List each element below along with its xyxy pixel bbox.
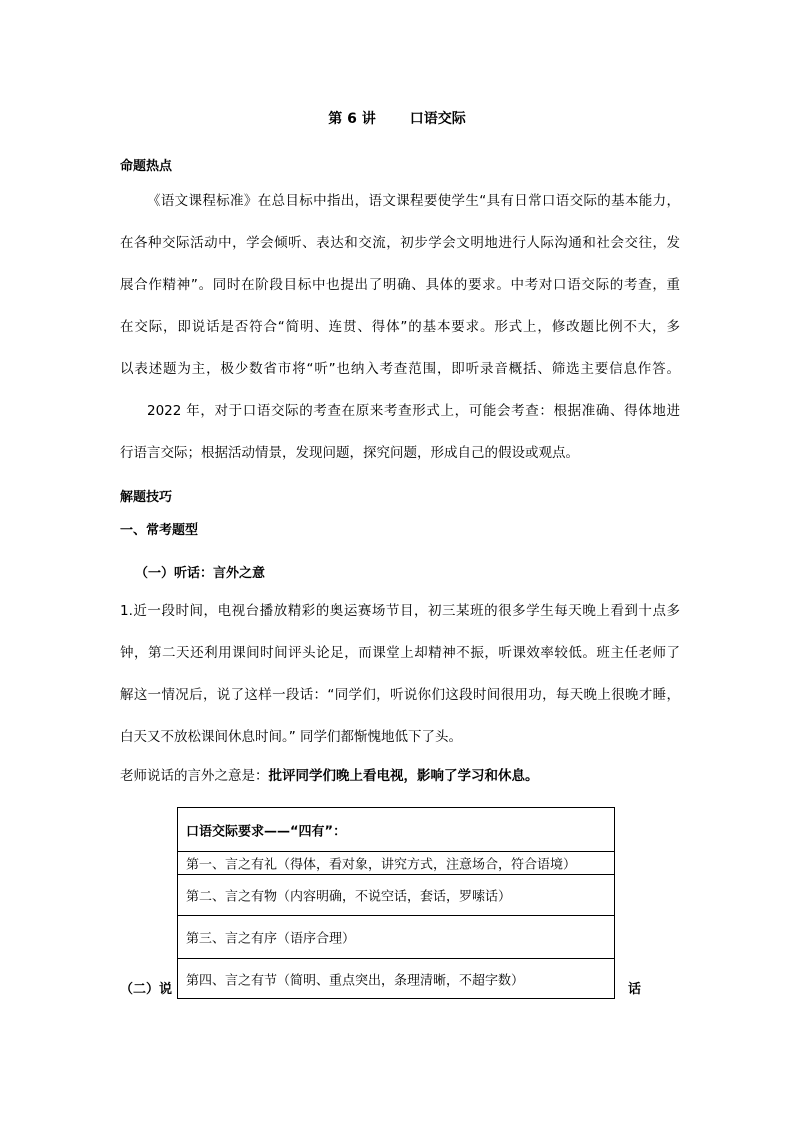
text-line: 白天又不放松课间休息时间。” 同学们都惭愧地低下了头。 (120, 729, 463, 745)
text-line: 《语文课程标准》在总目标中指出，语文课程要使学生“具有日常口语交际的基本能力， (147, 193, 680, 209)
text-line: 2022 年，对于口语交际的考查在原来考查形式上，可能会考查：根据准确、得体地进 (147, 403, 680, 419)
text-line: 展合作精神”。同时在阶段目标中也提出了明确、具体的要求。中考对口语交际的考查，重 (120, 277, 680, 293)
box-header (178, 808, 614, 852)
subheading-listening: （一）听话：言外之意 (135, 566, 266, 581)
answer-line (120, 764, 539, 784)
text-line: 1.近一段时间，电视台播放精彩的奥运赛场节目，初三某班的很多学生每天晚上看到十点多 (120, 603, 680, 619)
box-row-text: 第三、言之有序（语序合理） (186, 931, 356, 947)
subheading-speaking-left: （二）说 (120, 982, 173, 997)
paragraph-standards (120, 180, 680, 390)
section-heading-skill: 解题技巧 (120, 490, 173, 505)
text-line: 行语言交际；根据活动情景，发现问题，探究问题，形成自己的假设或观点。 (120, 445, 579, 461)
lesson-number: 第 6 讲 (328, 111, 376, 127)
text-line: 在交际，即说话是否符合“简明、连贯、得体”的基本要求。形式上，修改题比例不大，多 (120, 319, 680, 335)
box-row-text: 第一、言之有礼（得体，看对象，讲究方式，注意场合，符合语境） (186, 857, 577, 873)
box-row (178, 875, 614, 916)
text-line: 在各种交际活动中，学会倾听、表达和交流，初步学会文明地进行人际沟通和社会交往，发 (120, 235, 680, 251)
box-row (178, 916, 614, 959)
section-heading-hot: 命题热点 (120, 159, 173, 174)
box-row-text: 第二、言之有物（内容明确，不说空话，套话，罗嗦话） (186, 889, 512, 905)
box-row-text: 第四、言之有节（简明、重点突出，条理清晰，不超字数） (186, 973, 525, 989)
section-heading-types: 一、常考题型 (120, 523, 199, 538)
lesson-topic: 口语交际 (409, 111, 466, 127)
box-row (178, 959, 614, 999)
requirements-box (177, 807, 615, 999)
paragraph-2022 (120, 390, 680, 474)
answer-prefix: 老师说话的言外之意是： (120, 768, 269, 784)
lesson-title (0, 108, 794, 128)
text-line: 解这一情况后，说了这样一段话：“同学们，听说你们这段时间很用功，每天晚上很晚才睡， (120, 687, 680, 703)
box-row (178, 852, 614, 875)
box-header-text: 口语交际要求——“四有”： (186, 824, 347, 839)
text-line: 钟，第二天还利用课间时间评头论足，而课堂上却精神不振，听课效率较低。班主任老师了 (120, 645, 680, 661)
text-line: 以表述题为主，极少数省市将“听”也纳入考查范围，即听录音概括、筛选主要信息作答。 (120, 361, 680, 377)
subheading-speaking-right: 话 (628, 982, 642, 997)
answer-content: 批评同学们晚上看电视，影响了学习和休息。 (268, 768, 539, 784)
question-1 (120, 590, 680, 758)
